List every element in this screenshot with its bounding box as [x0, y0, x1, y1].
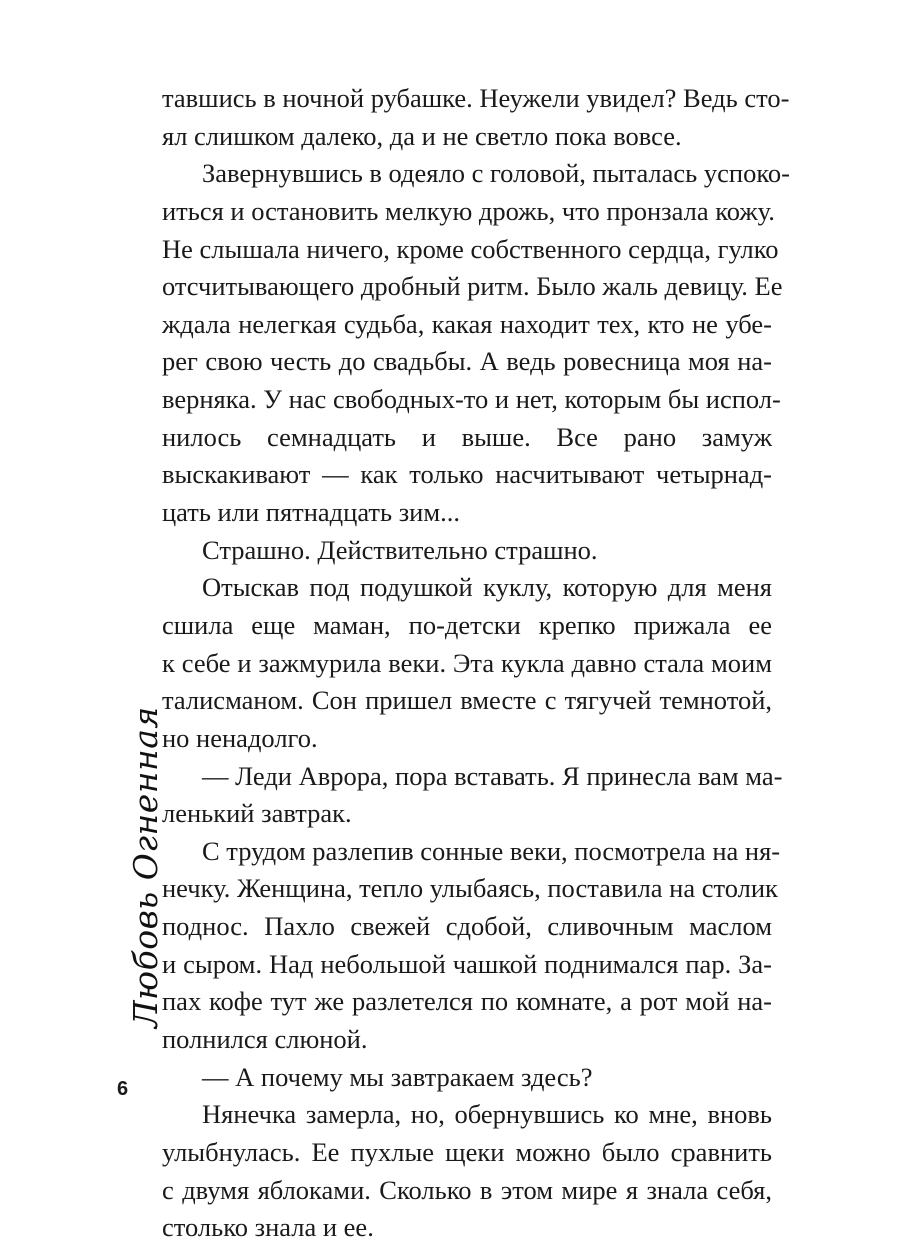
text-line: сшила еще маман, по-детски крепко прижала ее — [162, 609, 772, 640]
text-line: ждала нелегкая судьба, какая находит тех, кто не убе- — [162, 308, 772, 339]
text-line: но ненадолго. — [162, 722, 318, 753]
text-line: Страшно. Действительно страшно. — [202, 534, 598, 565]
text-line: нечку. Женщина, тепло улыбаясь, поставила на столик — [162, 873, 778, 904]
text-line: к себе и зажмурила веки. Эта кукла давно стала моим — [162, 647, 772, 678]
text-line: с двумя яблоками. Сколько в этом мире я знала себя, — [162, 1174, 772, 1205]
text-line: верняка. У нас свободных-то и нет, которым бы испол- — [162, 384, 781, 415]
text-line: выскакивают — как только насчитывают четырнад- — [162, 459, 772, 490]
text-line: Завернувшись в одеяло с головой, пыталась успоко- — [202, 158, 790, 189]
text-line: Нянечка замерла, но, обернувшись ко мне, вновь — [202, 1099, 772, 1130]
text-line: рег свою честь до свадьбы. А ведь ровесница моя на- — [162, 346, 772, 377]
text-line: С трудом разлепив сонные веки, посмотрела на ня- — [202, 835, 781, 866]
text-line: цать или пятнадцать зим... — [162, 497, 460, 528]
page-number: 6 — [117, 1078, 129, 1100]
text-line: столько знала и ее. — [162, 1212, 374, 1243]
body-text — [162, 80, 790, 1247]
text-line: Не слышала ничего, кроме собственного сердца, гулко — [162, 233, 779, 264]
text-line: иться и остановить мелкую дрожь, что пронзала кожу. — [162, 195, 775, 226]
text-line: и сыром. Над небольшой чашкой поднимался пар. За- — [162, 948, 772, 979]
text-line: отсчитывающего дробный ритм. Было жаль девицу. Ее — [162, 271, 783, 302]
text-line: — А почему мы завтракаем здесь? — [202, 1061, 593, 1092]
text-line: Отыскав под подушкой куклу, которую для меня — [202, 572, 772, 603]
running-title-author: Любовь Огненная — [126, 706, 165, 1028]
text-line: — Леди Аврора, пора вставать. Я принесла вам ма- — [202, 760, 783, 791]
text-line: улыбнулась. Ее пухлые щеки можно было сравнить — [162, 1136, 772, 1167]
text-line: поднос. Пахло свежей сдобой, сливочным маслом — [162, 911, 772, 942]
text-line: ленький завтрак. — [162, 798, 352, 829]
text-line: пах кофе тут же разлетелся по комнате, а рот мой на- — [162, 986, 772, 1017]
text-line: талисманом. Сон пришел вместе с тягучей темнотой, — [162, 685, 772, 716]
text-line: тавшись в ночной рубашке. Неужели увидел? Ведь сто- — [162, 83, 790, 113]
text-line: ял слишком далеко, да и не светло пока вовсе. — [162, 120, 682, 151]
text-line: полнился слюной. — [162, 1024, 368, 1055]
text-line: нилось семнадцать и выше. Все рано замуж — [162, 421, 772, 452]
